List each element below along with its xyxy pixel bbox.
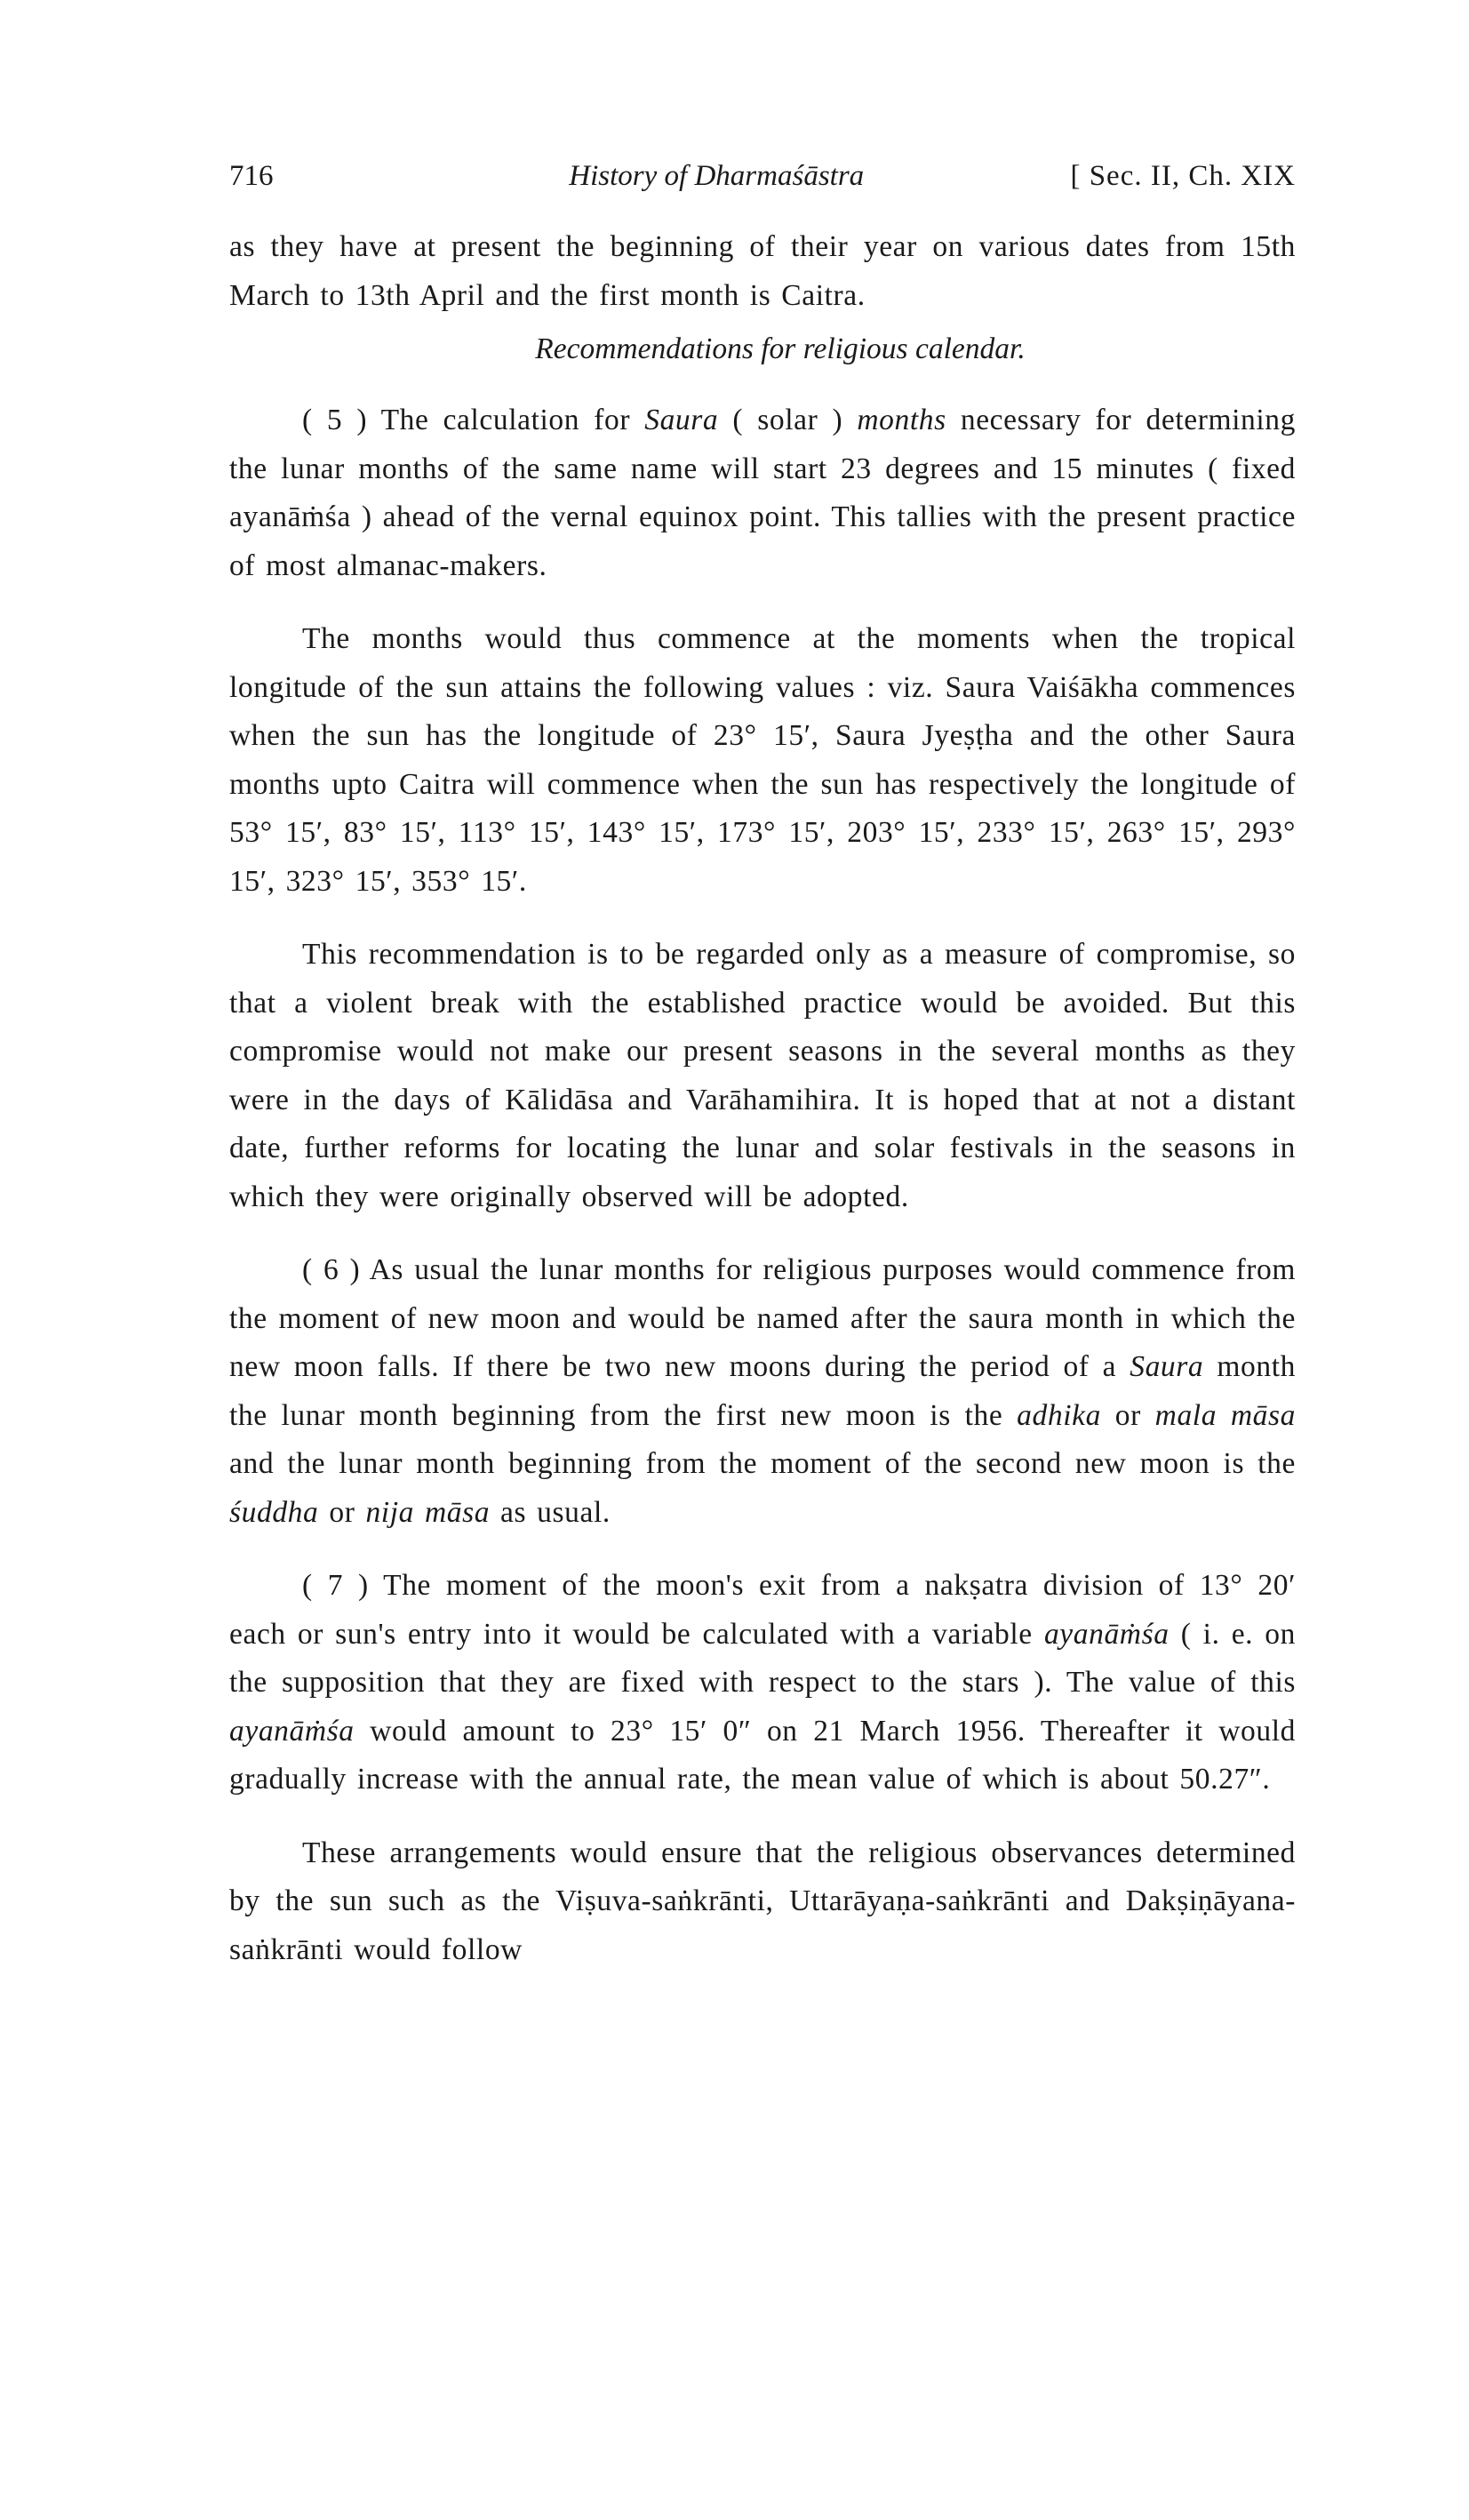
paragraph-arrangements: These arrangements would ensure that the religious observances determined by the sun such as the Viṣuva-saṅkrānti, Uttarāyaṇa-saṅkrānti and Dakṣiṇāyana-saṅkrānti would follow bbox=[229, 1836, 1296, 1966]
paragraph-compromise: This recommendation is to be regarded only as a measure of compromise, so that a violent break with the established practice would be avoided. But this compromise would not make our present seasons in the several months as they were in the days of Kālidāsa and Varāhamihira. It is hoped that at not a distant date, further reforms for locating the lunar and solar festivals in the seasons in which they were originally observed will be adopted. bbox=[229, 938, 1296, 1213]
page-number: 716 bbox=[229, 160, 274, 192]
paragraph-month-commencement: The months would thus commence at the moments when the tropical longitude of the sun attains the following values : viz. Saura Vaiśākha commences when the sun has the longitude of 23° 15′, Saura Jyeṣṭha and the other Saura months upto Caitra will commence when the sun has respectively the longitude of 53° 15′, 83° 15′, 113° 15′, 143° 15′, 173° 15′, 203° 15′, 233° 15′, 263° 15′, 293° 15′, 323° 15′, 353° 15′. bbox=[229, 622, 1296, 898]
section-subheading: Recommendations for religious calendar. bbox=[535, 332, 1026, 365]
paragraph-7: ( 7 ) The moment of the moon's exit from a nakṣatra division of 13° 20′ each or sun's entry into it would be calculated with a variable ayanāṁśa ( i. e. on the supposition that they are fixed with respect to the stars ). The value of this ayanāṁśa would amount to 23° 15′ 0″ on 21 March 1956. Thereafter it would gradually increase with the annual rate, the mean value of which is about 50.27″. bbox=[229, 1569, 1296, 1796]
intro-paragraph: as they have at present the beginning of their year on various dates from 15th March to 13th April and the first month is Caitra. bbox=[229, 230, 1296, 312]
book-page bbox=[229, 160, 1296, 1974]
section-reference: [ Sec. II, Ch. XIX bbox=[1070, 160, 1296, 192]
page-header bbox=[229, 160, 1296, 193]
paragraph-6: ( 6 ) As usual the lunar months for religious purposes would commence from the moment of new moon and would be named after the saura month in which the new moon falls. If there be two new moons during the period of a Saura month the lunar month beginning from the first new moon is the adhika or mala māsa and the lunar month beginning from the moment of the second new moon is the śuddha or nija māsa as usual. bbox=[229, 1253, 1296, 1529]
running-title: History of Dharmaśāstra bbox=[569, 160, 865, 192]
paragraph-5: ( 5 ) The calculation for Saura ( solar ) months necessary for determining the lunar months of the same name will start 23 degrees and 15 minutes ( fixed ayanāṁśa ) ahead of the vernal equinox point. This tallies with the present practice of most almanac-makers. bbox=[229, 404, 1297, 582]
